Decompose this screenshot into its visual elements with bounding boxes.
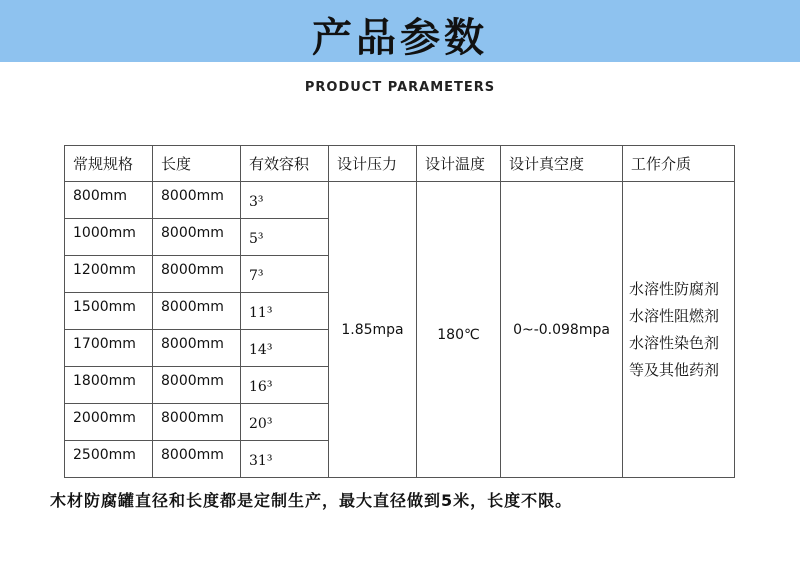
size-cell: 1800mm	[65, 367, 153, 404]
size-cell: 1000mm	[65, 219, 153, 256]
volume-cell: 16³	[241, 367, 329, 404]
parameters-table	[64, 145, 735, 478]
working-medium-cell	[623, 182, 735, 478]
header-vacuum: 设计真空度	[501, 146, 623, 182]
length-cell: 8000mm	[153, 293, 241, 330]
size-cell: 2000mm	[65, 404, 153, 441]
volume-cell: 3³	[241, 182, 329, 219]
volume-cell: 11³	[241, 293, 329, 330]
design-pressure-cell: 1.85mpa	[329, 182, 417, 478]
medium-line: 水溶性阻燃剂	[629, 306, 720, 325]
size-cell: 800mm	[65, 182, 153, 219]
length-cell: 8000mm	[153, 404, 241, 441]
length-cell: 8000mm	[153, 182, 241, 219]
medium-line: 水溶性防腐剂	[629, 279, 720, 298]
design-temperature-cell: 180℃	[417, 182, 501, 478]
length-cell: 8000mm	[153, 256, 241, 293]
volume-cell: 5³	[241, 219, 329, 256]
volume-cell: 31³	[241, 441, 329, 478]
size-cell: 1500mm	[65, 293, 153, 330]
table-row	[65, 182, 735, 219]
design-vacuum-cell: 0~-0.098mpa	[501, 182, 623, 478]
header-medium: 工作介质	[623, 146, 735, 182]
volume-cell: 7³	[241, 256, 329, 293]
header-temperature: 设计温度	[417, 146, 501, 182]
header-volume: 有效容积	[241, 146, 329, 182]
header-length: 长度	[153, 146, 241, 182]
length-cell: 8000mm	[153, 367, 241, 404]
header-pressure: 设计压力	[329, 146, 417, 182]
header-size: 常规规格	[65, 146, 153, 182]
length-cell: 8000mm	[153, 219, 241, 256]
page-subtitle: PRODUCT PARAMETERS	[304, 80, 496, 95]
page-title: 产品参数	[312, 15, 488, 61]
size-cell: 1700mm	[65, 330, 153, 367]
volume-cell: 20³	[241, 404, 329, 441]
medium-line: 等及其他药剂	[629, 360, 720, 379]
table-header-row	[65, 146, 735, 182]
length-cell: 8000mm	[153, 441, 241, 478]
volume-cell: 14³	[241, 330, 329, 367]
length-cell: 8000mm	[153, 330, 241, 367]
footnote: 木材防腐罐直径和长度都是定制生产，最大直径做到5米，长度不限。	[50, 491, 573, 510]
size-cell: 2500mm	[65, 441, 153, 478]
medium-line: 水溶性染色剂	[629, 333, 720, 352]
size-cell: 1200mm	[65, 256, 153, 293]
